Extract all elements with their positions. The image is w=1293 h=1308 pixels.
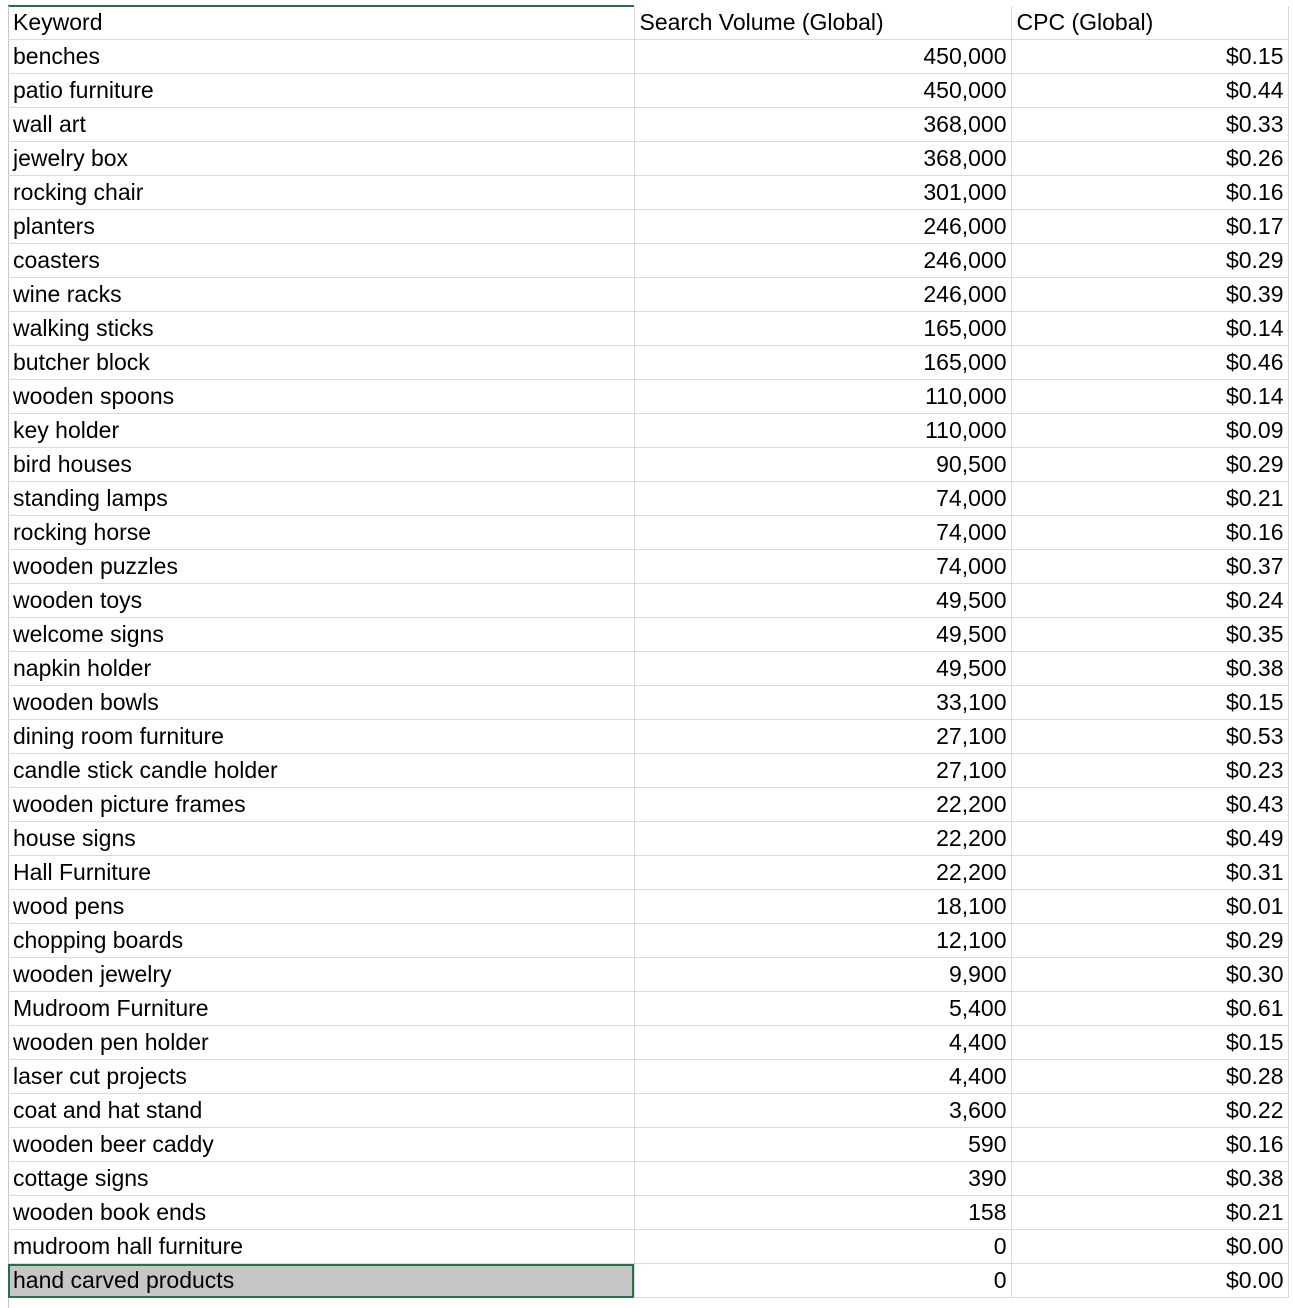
cell-cpc[interactable]: $0.24 (1011, 584, 1288, 618)
cell-search-volume[interactable]: 33,100 (634, 686, 1011, 720)
table-row (8, 176, 1288, 210)
cell-keyword[interactable]: wooden toys (8, 584, 634, 618)
cell-search-volume[interactable]: 246,000 (634, 278, 1011, 312)
table-row (8, 686, 1288, 720)
cell-cpc[interactable]: $0.30 (1011, 958, 1288, 992)
cell-keyword[interactable]: house signs (8, 822, 634, 856)
cell-cpc[interactable]: $0.14 (1011, 380, 1288, 414)
table-row (8, 924, 1288, 958)
cell-search-volume[interactable]: 4,400 (634, 1060, 1011, 1094)
table-row (8, 788, 1288, 822)
cell-search-volume[interactable]: 110,000 (634, 380, 1011, 414)
cell-search-volume[interactable]: 0 (634, 1230, 1011, 1264)
cell-cpc[interactable]: $0.29 (1011, 244, 1288, 278)
cell-search-volume[interactable]: 246,000 (634, 210, 1011, 244)
table-row (8, 1026, 1288, 1060)
table-row (8, 244, 1288, 278)
table-row (8, 1264, 1288, 1298)
cell-cpc[interactable]: $0.35 (1011, 618, 1288, 652)
table-row (8, 108, 1288, 142)
spreadsheet-grid (8, 6, 1288, 1298)
cell-search-volume[interactable]: 110,000 (634, 414, 1011, 448)
cell-search-volume[interactable]: 301,000 (634, 176, 1011, 210)
cell-search-volume[interactable]: 450,000 (634, 74, 1011, 108)
cell-keyword[interactable]: patio furniture (8, 74, 634, 108)
cell-cpc[interactable]: $0.43 (1011, 788, 1288, 822)
table-row (8, 74, 1288, 108)
cell-cpc[interactable]: $0.22 (1011, 1094, 1288, 1128)
cell-keyword[interactable]: rocking chair (8, 176, 634, 210)
cell-search-volume[interactable]: 27,100 (634, 720, 1011, 754)
cell-cpc[interactable]: $0.37 (1011, 550, 1288, 584)
cell-keyword[interactable]: jewelry box (8, 142, 634, 176)
cell-keyword[interactable]: coat and hat stand (8, 1094, 634, 1128)
cell-search-volume[interactable]: 5,400 (634, 992, 1011, 1026)
cell-keyword[interactable]: wall art (8, 108, 634, 142)
cell-cpc[interactable]: $0.17 (1011, 210, 1288, 244)
cell-keyword[interactable]: hand carved products (8, 1264, 634, 1298)
cell-keyword[interactable]: chopping boards (8, 924, 634, 958)
cell-keyword[interactable]: candle stick candle holder (8, 754, 634, 788)
table-row (8, 1128, 1288, 1162)
cell-keyword[interactable]: mudroom hall furniture (8, 1230, 634, 1264)
cell-search-volume[interactable]: 49,500 (634, 584, 1011, 618)
cell-search-volume[interactable]: 74,000 (634, 482, 1011, 516)
table-row (8, 448, 1288, 482)
cell-search-volume[interactable]: 368,000 (634, 142, 1011, 176)
table-row (8, 720, 1288, 754)
cell-keyword[interactable]: wooden spoons (8, 380, 634, 414)
cell-keyword[interactable]: dining room furniture (8, 720, 634, 754)
cell-search-volume[interactable]: 12,100 (634, 924, 1011, 958)
cell-search-volume[interactable]: 18,100 (634, 890, 1011, 924)
cell-cpc[interactable]: $0.14 (1011, 312, 1288, 346)
cell-cpc[interactable]: $0.00 (1011, 1230, 1288, 1264)
cell-search-volume[interactable]: 3,600 (634, 1094, 1011, 1128)
cell-search-volume[interactable]: 22,200 (634, 856, 1011, 890)
table-row (8, 414, 1288, 448)
cell-cpc[interactable]: $0.53 (1011, 720, 1288, 754)
table-row (8, 1094, 1288, 1128)
cell-cpc[interactable]: $0.16 (1011, 516, 1288, 550)
header-row (8, 6, 1288, 40)
cell-keyword[interactable]: wooden pen holder (8, 1026, 634, 1060)
cell-cpc[interactable]: $0.38 (1011, 1162, 1288, 1196)
cell-search-volume[interactable]: 246,000 (634, 244, 1011, 278)
cell-search-volume[interactable]: 590 (634, 1128, 1011, 1162)
cell-search-volume[interactable]: 158 (634, 1196, 1011, 1230)
cell-search-volume[interactable]: 74,000 (634, 550, 1011, 584)
table-row (8, 142, 1288, 176)
cell-cpc[interactable]: $0.15 (1011, 1026, 1288, 1060)
table-row (8, 992, 1288, 1026)
cell-keyword[interactable]: wooden bowls (8, 686, 634, 720)
cell-keyword[interactable]: wooden book ends (8, 1196, 634, 1230)
cell-search-volume[interactable]: 0 (634, 1264, 1011, 1298)
table-row (8, 1230, 1288, 1264)
cell-cpc[interactable]: $0.21 (1011, 1196, 1288, 1230)
table-row (8, 482, 1288, 516)
cell-cpc[interactable]: $0.23 (1011, 754, 1288, 788)
cell-cpc[interactable]: $0.01 (1011, 890, 1288, 924)
cell-cpc[interactable]: $0.38 (1011, 652, 1288, 686)
table-row (8, 958, 1288, 992)
table-row (8, 380, 1288, 414)
cell-cpc[interactable]: $0.16 (1011, 1128, 1288, 1162)
table-row (8, 584, 1288, 618)
cell-search-volume[interactable]: 450,000 (634, 40, 1011, 74)
cell-keyword[interactable]: wood pens (8, 890, 634, 924)
cell-keyword[interactable]: key holder (8, 414, 634, 448)
cell-keyword[interactable]: standing lamps (8, 482, 634, 516)
cell-keyword[interactable]: welcome signs (8, 618, 634, 652)
keyword-table (8, 6, 1289, 1298)
cell-keyword[interactable]: wooden picture frames (8, 788, 634, 822)
cell-search-volume[interactable]: 4,400 (634, 1026, 1011, 1060)
table-row (8, 312, 1288, 346)
cell-search-volume[interactable]: 368,000 (634, 108, 1011, 142)
cell-cpc[interactable]: $0.09 (1011, 414, 1288, 448)
cell-keyword[interactable]: wine racks (8, 278, 634, 312)
table-row (8, 1196, 1288, 1230)
table-row (8, 890, 1288, 924)
table-row (8, 550, 1288, 584)
cell-search-volume[interactable]: 49,500 (634, 652, 1011, 686)
cell-cpc[interactable]: $0.49 (1011, 822, 1288, 856)
cell-cpc[interactable]: $0.15 (1011, 686, 1288, 720)
cell-cpc[interactable]: $0.31 (1011, 856, 1288, 890)
cell-cpc[interactable]: $0.28 (1011, 1060, 1288, 1094)
header-cell-keyword[interactable]: Keyword (8, 6, 634, 40)
cell-keyword[interactable]: butcher block (8, 346, 634, 380)
table-row (8, 856, 1288, 890)
table-row (8, 822, 1288, 856)
cell-keyword[interactable]: coasters (8, 244, 634, 278)
cell-cpc[interactable]: $0.29 (1011, 924, 1288, 958)
cell-keyword[interactable]: napkin holder (8, 652, 634, 686)
cell-keyword[interactable]: rocking horse (8, 516, 634, 550)
cell-search-volume[interactable]: 49,500 (634, 618, 1011, 652)
cell-search-volume[interactable]: 22,200 (634, 822, 1011, 856)
cell-cpc[interactable]: $0.44 (1011, 74, 1288, 108)
cell-keyword[interactable]: laser cut projects (8, 1060, 634, 1094)
cell-search-volume[interactable]: 27,100 (634, 754, 1011, 788)
table-row (8, 754, 1288, 788)
cell-search-volume[interactable]: 165,000 (634, 346, 1011, 380)
cell-search-volume[interactable]: 9,900 (634, 958, 1011, 992)
cell-keyword[interactable]: cottage signs (8, 1162, 634, 1196)
table-row (8, 652, 1288, 686)
table-row (8, 346, 1288, 380)
cell-keyword[interactable]: wooden puzzles (8, 550, 634, 584)
cell-search-volume[interactable]: 22,200 (634, 788, 1011, 822)
cell-cpc[interactable]: $0.39 (1011, 278, 1288, 312)
cell-keyword[interactable]: bird houses (8, 448, 634, 482)
table-row (8, 210, 1288, 244)
cell-cpc[interactable]: $0.00 (1011, 1264, 1288, 1298)
cell-search-volume[interactable]: 74,000 (634, 516, 1011, 550)
cell-search-volume[interactable]: 390 (634, 1162, 1011, 1196)
table-row (8, 40, 1288, 74)
table-row (8, 1162, 1288, 1196)
cell-cpc[interactable]: $0.46 (1011, 346, 1288, 380)
cell-keyword[interactable]: wooden beer caddy (8, 1128, 634, 1162)
header-cell-search-volume[interactable]: Search Volume (Global) (634, 6, 1011, 40)
cell-keyword[interactable]: benches (8, 40, 634, 74)
cell-keyword[interactable]: planters (8, 210, 634, 244)
cell-keyword[interactable]: walking sticks (8, 312, 634, 346)
header-cell-cpc[interactable]: CPC (Global) (1011, 6, 1288, 40)
table-row (8, 516, 1288, 550)
table-row (8, 1060, 1288, 1094)
cell-keyword[interactable]: Hall Furniture (8, 856, 634, 890)
cell-cpc[interactable]: $0.33 (1011, 108, 1288, 142)
table-row (8, 278, 1288, 312)
cell-cpc[interactable]: $0.15 (1011, 40, 1288, 74)
cell-cpc[interactable]: $0.61 (1011, 992, 1288, 1026)
cell-keyword[interactable]: wooden jewelry (8, 958, 634, 992)
cell-cpc[interactable]: $0.29 (1011, 448, 1288, 482)
cell-cpc[interactable]: $0.21 (1011, 482, 1288, 516)
cell-search-volume[interactable]: 165,000 (634, 312, 1011, 346)
cell-search-volume[interactable]: 90,500 (634, 448, 1011, 482)
table-row (8, 618, 1288, 652)
cell-cpc[interactable]: $0.26 (1011, 142, 1288, 176)
cell-cpc[interactable]: $0.16 (1011, 176, 1288, 210)
cell-keyword[interactable]: Mudroom Furniture (8, 992, 634, 1026)
